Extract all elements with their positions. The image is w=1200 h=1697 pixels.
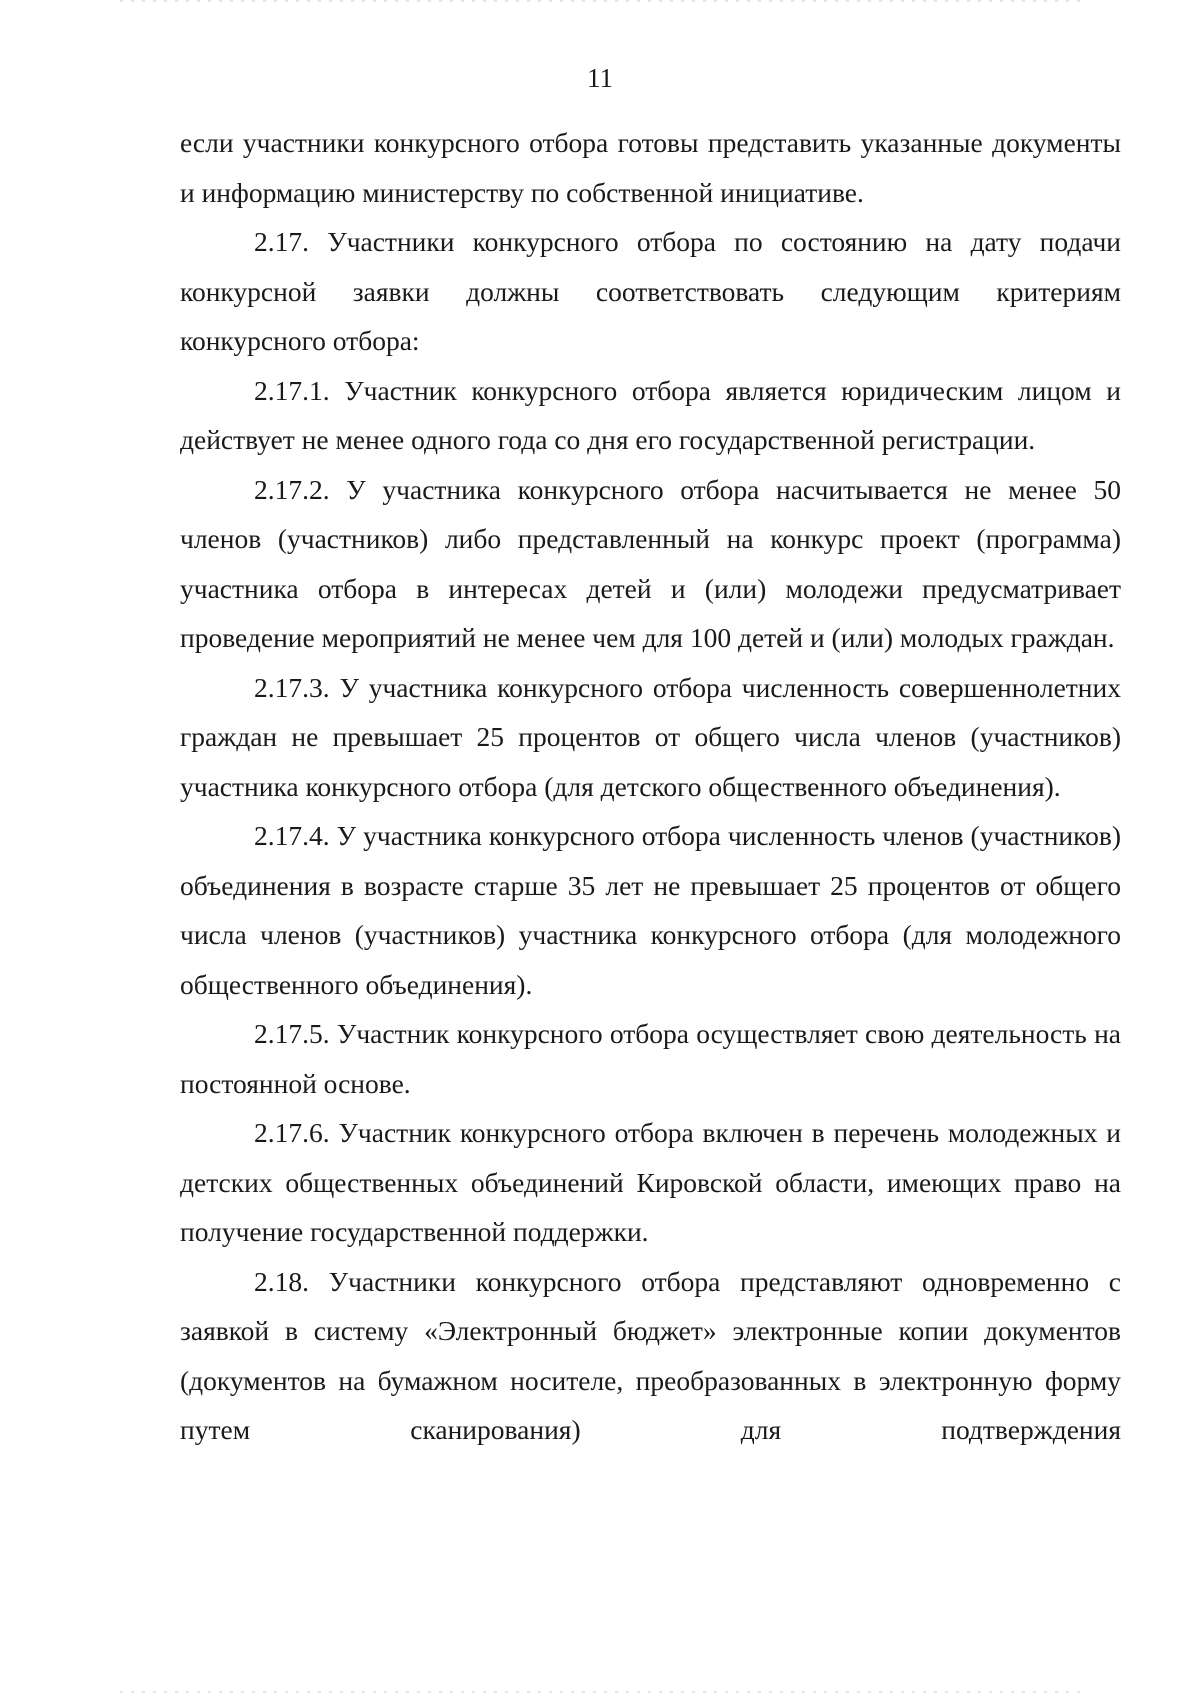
page-number: 11 — [587, 63, 613, 93]
paragraph-2-17-3: 2.17.3. У участника конкурсного отбора численность совершеннолетних граждан не превышает 25 процентов от общего числа членов (участников) участника конкурсного отбора (для детского общественного объединения). — [180, 671, 1121, 802]
paragraph-2-17-4: 2.17.4. У участника конкурсного отбора численность членов (участников) объединения в возрасте старше 35 лет не превышает 25 процентов от общего числа членов (участников) участника конкурсного отбора (для молодежного общественного объединения). — [180, 820, 1121, 1000]
scan-edge-bottom — [120, 1691, 1080, 1693]
paragraph-2-17: 2.17. Участники конкурсного отбора по состоянию на дату подачи конкурсной заявки должны соответствовать следующим критериям конкурсного отбора: — [180, 226, 1121, 356]
paragraph-2-17-6: 2.17.6. Участник конкурсного отбора включен в перечень молодежных и детских общественных объединений Кировской области, имеющих право на получение государственной поддержки. — [180, 1117, 1121, 1247]
document-body — [180, 118, 1121, 1455]
paragraph-2-17-1: 2.17.1. Участник конкурсного отбора является юридическим лицом и действует не менее одного года со дня его государственной регистрации. — [180, 374, 1121, 455]
scan-edge-top — [120, 0, 1080, 2]
paragraph-continuation: если участники конкурсного отбора готовы представить указанные документы и информацию министерству по собственной инициативе. — [180, 127, 1121, 208]
paragraph-2-17-5: 2.17.5. Участник конкурсного отбора осуществляет свою деятельность на постоянной основе. — [180, 1018, 1121, 1099]
paragraph-2-18: 2.18. Участники конкурсного отбора представляют одновременно с заявкой в систему «Электронный бюджет» электронные копии документов (документов на бумажном носителе, преобразованных в электронную форму путем сканирования) для подтверждения — [180, 1265, 1121, 1445]
paragraph-2-17-2: 2.17.2. У участника конкурсного отбора насчитывается не менее 50 членов (участников) либо представленный на конкурс проект (программа) участника отбора в интересах детей и (или) молодежи предусматривает проведение мероприятий не менее чем для 100 детей и (или) молодых граждан. — [180, 473, 1121, 653]
